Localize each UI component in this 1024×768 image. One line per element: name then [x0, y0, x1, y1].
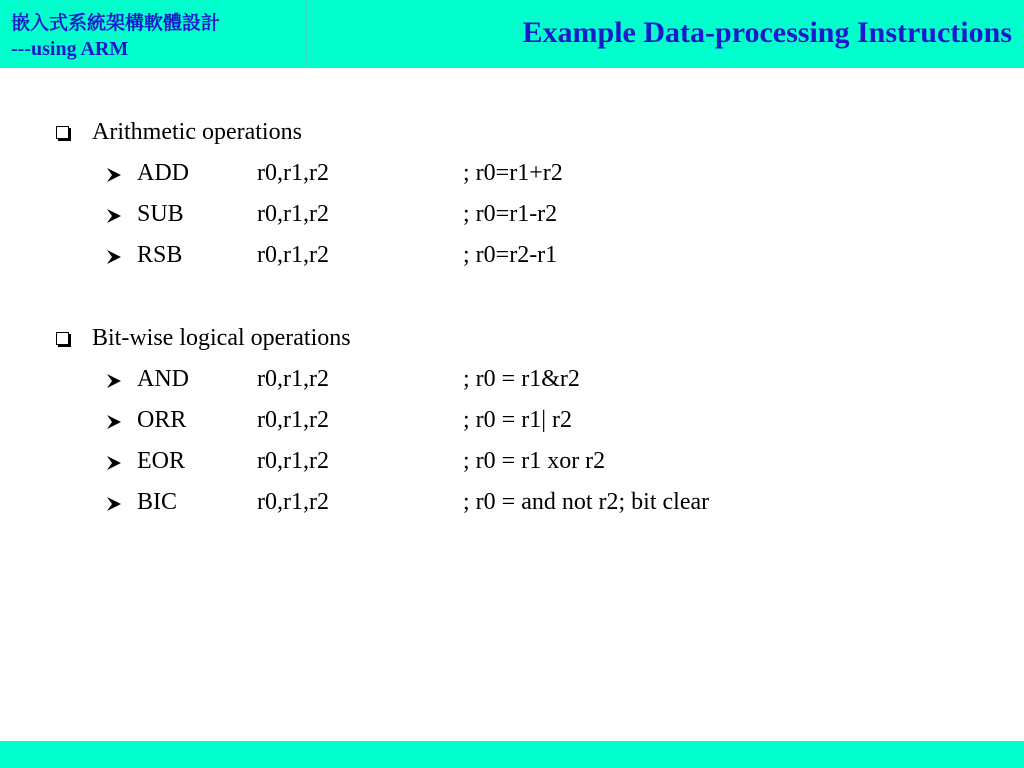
slide-title: Example Data-processing Instructions: [522, 16, 1012, 49]
arrow-bullet-icon: [105, 372, 123, 390]
instruction-comment: ; r0 = r1&r2: [463, 366, 580, 392]
instruction-operands: r0,r1,r2: [257, 160, 329, 186]
instruction-operands: r0,r1,r2: [257, 489, 329, 515]
instruction-row: [0, 366, 1024, 396]
instruction-mnemonic: RSB: [137, 242, 183, 268]
instruction-operands: r0,r1,r2: [257, 201, 329, 227]
instruction-row: [0, 407, 1024, 437]
instruction-row: [0, 448, 1024, 478]
instruction-mnemonic: ADD: [137, 160, 189, 186]
instruction-mnemonic: SUB: [137, 201, 184, 227]
arrow-bullet-icon: [105, 495, 123, 513]
instruction-comment: ; r0 = and not r2; bit clear: [463, 489, 710, 515]
footer-bar: [0, 741, 1024, 768]
instruction-comment: ; r0=r1-r2: [463, 201, 558, 227]
arrow-bullet-icon: [105, 248, 123, 266]
instruction-operands: r0,r1,r2: [257, 242, 329, 268]
instruction-operands: r0,r1,r2: [257, 448, 329, 474]
arrow-bullet-icon: [105, 166, 123, 184]
course-title: 嵌入式系統架構軟體設計: [11, 12, 221, 34]
instruction-comment: ; r0=r2-r1: [463, 242, 558, 268]
instruction-row: [0, 201, 1024, 231]
instruction-operands: r0,r1,r2: [257, 407, 329, 433]
instruction-comment: ; r0=r1+r2: [463, 160, 563, 186]
instruction-row: [0, 489, 1024, 519]
instruction-mnemonic: AND: [137, 366, 189, 392]
instruction-comment: ; r0 = r1 xor r2: [463, 448, 606, 474]
instruction-comment: ; r0 = r1| r2: [463, 407, 572, 433]
section-heading-label: Bit-wise logical operations: [92, 325, 351, 351]
arrow-bullet-icon: [105, 207, 123, 225]
course-label-box: [0, 0, 307, 68]
section-heading-label: Arithmetic operations: [92, 119, 302, 145]
header-bar: [0, 0, 1024, 68]
instruction-mnemonic: BIC: [137, 489, 178, 515]
instruction-mnemonic: ORR: [137, 407, 187, 433]
checkbox-bullet-icon: [56, 126, 69, 139]
instruction-operands: r0,r1,r2: [257, 366, 329, 392]
instruction-row: [0, 160, 1024, 190]
instruction-mnemonic: EOR: [137, 448, 185, 474]
course-subtitle: ---using ARM: [11, 38, 129, 60]
instruction-row: [0, 242, 1024, 272]
arrow-bullet-icon: [105, 413, 123, 431]
checkbox-bullet-icon: [56, 332, 69, 345]
arrow-bullet-icon: [105, 454, 123, 472]
